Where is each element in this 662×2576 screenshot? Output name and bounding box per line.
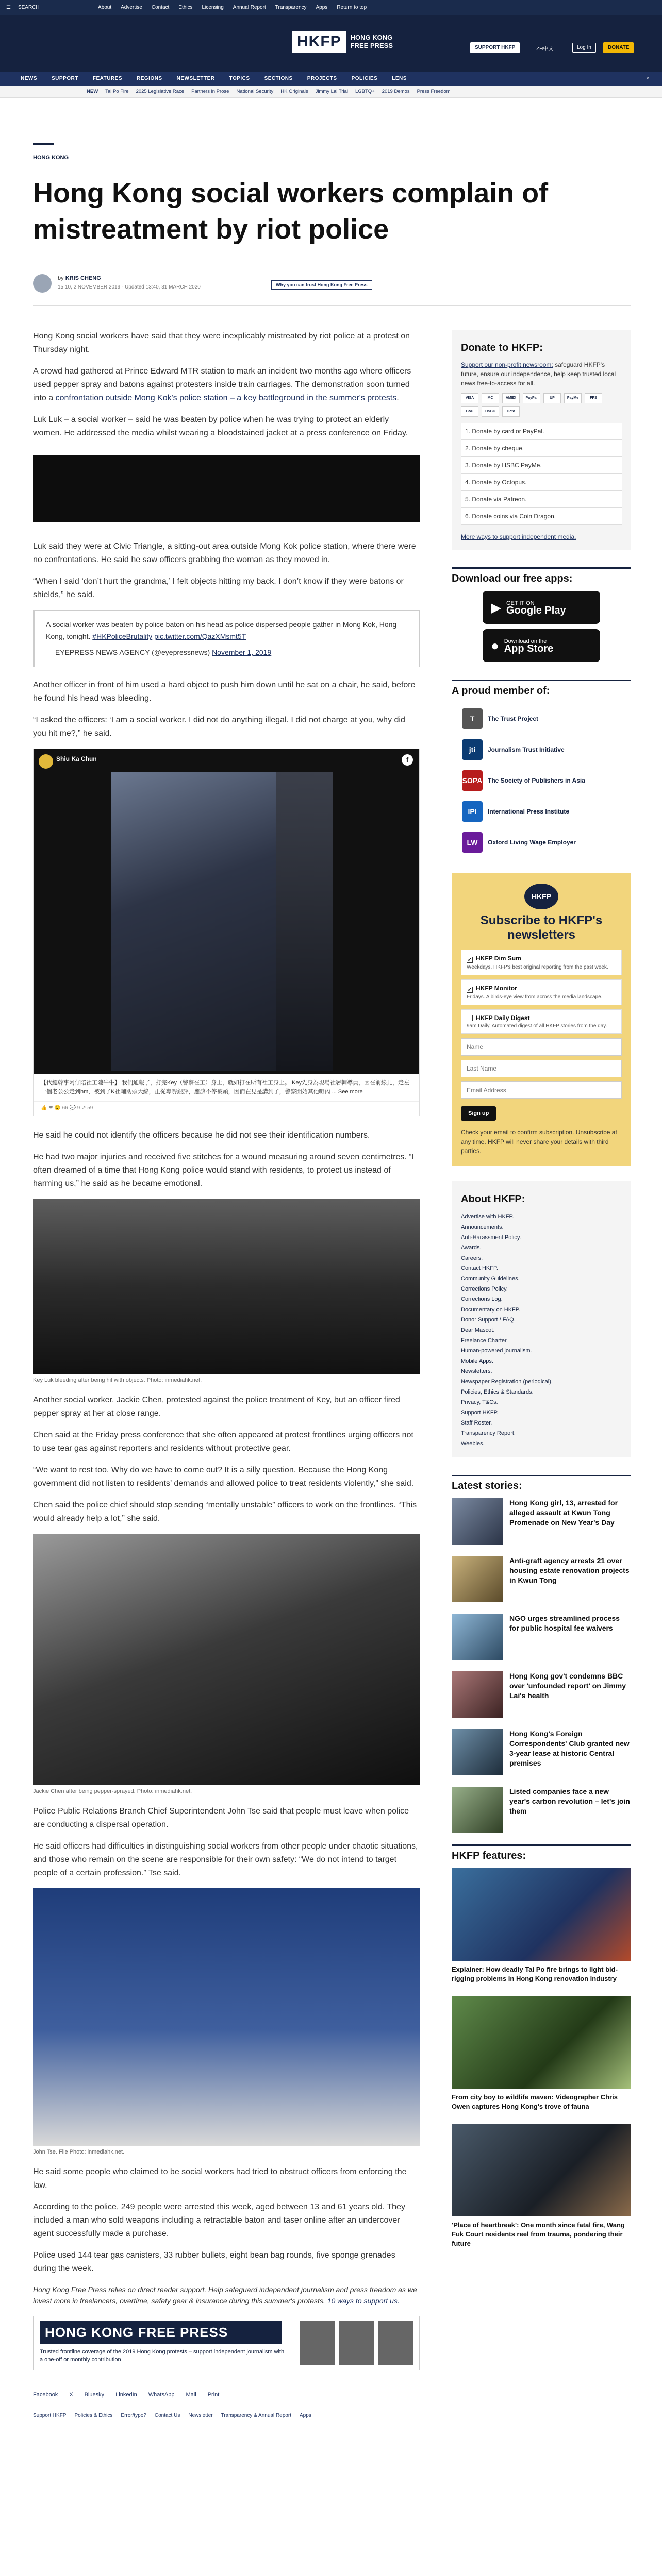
trending-label: NEW [87,89,98,94]
last-name-field[interactable]: Last Name [461,1060,622,1077]
footer-link[interactable]: Newsletter [188,2413,213,2418]
paragraph: Police Public Relations Branch Chief Superintendent John Tse said that people must leave when police are conducting a dispersal operation. [33,1807,409,1829]
newsletter-title: Subscribe to HKFP's newsletters [480,913,603,942]
email-field[interactable]: Email Address [461,1081,622,1099]
payment-icon: BoC [461,406,478,417]
donate-link[interactable]: Support our non-profit newsroom: [461,361,553,368]
search-link[interactable]: SEARCH [18,5,40,10]
widget-title: Donate to HKFP: [461,342,543,353]
paragraph: He had two major injuries and received five stitches for a wound measuring around seven centimetres. “I often dreamed of a time that Hong Kong police would stand with residents, to protect us instead of harming us,” he said as he became emotional. [33,1153,415,1188]
play-icon: ▶ [491,599,501,615]
facebook-icon: f [402,754,413,766]
payment-icon: FPS [585,393,602,403]
divider [33,305,631,306]
about-link[interactable]: Weebles. [461,1440,485,1447]
share-bar [33,2386,420,2403]
about-link[interactable]: Documentary on HKFP. [461,1307,520,1313]
logo-text: HONG KONG FREE PRESS [350,33,393,49]
newsletter-widget [452,873,631,1166]
about-link[interactable]: Privacy, T&Cs. [461,1399,498,1405]
utility-links [98,5,367,10]
footer-link[interactable]: Support HKFP [33,2413,67,2418]
byline [33,273,631,297]
facebook-video[interactable] [34,749,419,1074]
latest-story[interactable]: Listed companies face a new year's carbon revolution – let's join them [452,1787,631,1833]
nav-item-regions[interactable]: REGIONS [137,76,162,81]
trending-link[interactable]: HK Originals [280,89,308,94]
site-header [0,15,662,72]
feature-story[interactable]: 'Place of heartbreak': One month since fatal fire, Wang Fuk Court residents reel from trauma, pondering their future [452,2124,631,2248]
newsletter-option[interactable]: ✓ HKFP Monitor Fridays. A birds-eye view from across the media landscape. [461,979,622,1005]
about-link[interactable]: Donor Support / FAQ. [461,1317,516,1323]
about-link[interactable]: Announcements. [461,1224,504,1230]
support-button[interactable]: SUPPORT HKFP [470,42,520,53]
newsletter-note: Check your email to confirm subscription. Unsubscribe at any time. HKFP will never share your details with third parties. [461,1129,617,1155]
nav-item-support[interactable]: SUPPORT [52,76,78,81]
nav-item-newsletter[interactable]: NEWSLETTER [176,76,215,81]
trending-link[interactable]: LGBTQ+ [355,89,375,94]
feature-image[interactable] [452,1868,631,1961]
payment-icon: MC [482,393,499,403]
tweet-embed[interactable] [33,610,420,667]
site-logo[interactable] [292,31,393,53]
article-photo [33,1199,420,1374]
logo-mark: HKFP [292,31,346,53]
trending-bar [0,86,662,98]
more-ways-link[interactable]: More ways to support independent media. [461,533,576,540]
feature-story[interactable]: Explainer: How deadly Tai Po fire brings to light bid-rigging problems in Hong Kong renovation industry [452,1868,631,1984]
hashtag-link[interactable]: #HKPoliceBrutality [92,632,153,640]
feature-image[interactable] [452,1996,631,2089]
trending-link[interactable]: Jimmy Lai Trial [315,89,348,94]
donate-option[interactable]: 6. Donate coins via Coin Dragon. [461,508,622,525]
nav-item-policies[interactable]: POLICIES [351,76,378,81]
sidebar [452,330,631,2261]
paragraph: Chen said the police chief should stop sending “mentally unstable” officers to work on the frontlines. “This would already help a lot,” she said. [33,1501,417,1523]
story-thumbnail[interactable] [452,1614,503,1660]
footer-link[interactable]: Apps [299,2413,311,2418]
latest-story[interactable]: NGO urges streamlined process for public hospital fee waivers [452,1614,631,1660]
latest-story[interactable]: Hong Kong gov't condemns BBC over 'unfounded report' on Jimmy Lai's health [452,1671,631,1718]
latest-story[interactable]: Anti-graft agency arrests 21 over housing estate renovation projects in Kwun Tong [452,1556,631,1602]
tweet-text: A social worker was beaten by police baton on his head as police dispersed people gather in Mong Kok, Hong Kong, tonight. #HKPoliceBrutality pic.twitter.com/QazXMsmt5T [46,620,397,640]
paragraph: Chen said at the Friday press conference that she often appeared at protest frontlines urging officers not to use tear gas against reporters and residents without protective gear. [33,1431,413,1453]
paragraph: “When I said ‘don’t hurt the grandma,’ I felt objects hitting my back. I don’t know if they were batons or shields,” he said. [33,577,404,599]
paragraph: He said officers had difficulties in distinguishing social workers from other people under chaotic situations, and those who remain on the scene are responsible for their own safety: “We do not intend to target people of a certain profession.” Tse said. [33,1842,418,1877]
member-logo[interactable]: T The Trust Project [452,703,631,734]
latest-widget [452,1475,631,1833]
about-link[interactable]: Mobile Apps. [461,1358,493,1364]
banner-subtitle: Trusted frontline coverage of the 2019 Hong Kong protests – support independent journalism with a one-off or monthly contribution [40,2349,285,2363]
newsletter-option[interactable]: ✓ HKFP Dim Sum Weekdays. HKFP's best original reporting from the past week. [461,950,622,975]
payment-icon: PayPal [523,393,540,403]
paragraph: Luk said they were at Civic Triangle, a sitting-out area outside Mong Kok police station, where there were no confrontations. He said he saw officers grabbing the woman as they moved in. [33,542,416,564]
nav-item-lens[interactable]: LENS [392,76,407,81]
apple-icon: ● [491,637,499,653]
footer-link[interactable]: Contact Us [154,2413,180,2418]
about-link[interactable]: Support HKFP. [461,1410,499,1416]
about-link[interactable]: Advertise with HKFP. [461,1214,514,1220]
payment-icon: VISA [461,393,478,403]
donate-option[interactable]: 2. Donate by cheque. [461,440,622,457]
widget-title: About HKFP: [461,1194,525,1205]
author-name[interactable]: KRIS CHENG [65,275,101,281]
utility-link[interactable]: Apps [316,5,328,10]
share-facebook[interactable]: Facebook [33,2392,58,2398]
payment-icon: AMEX [502,393,520,403]
nav-item-news[interactable]: NEWS [21,76,37,81]
publish-date: 15:10, 2 NOVEMBER 2019 · Updated 13:40, 31 MARCH 2020 [58,284,201,290]
trending-link[interactable]: Press Freedom [417,89,451,94]
article-body [33,330,420,2418]
share-x[interactable]: X [69,2392,73,2398]
language-link[interactable]: ZH中文 [536,46,554,52]
payment-icon: UP [543,393,561,403]
paragraph: Another social worker, Jackie Chen, protested against the police treatment of Key, but an officer fired pepper spray at her at close range. [33,1396,400,1418]
menu-icon[interactable]: ☰ [6,5,11,10]
paragraph: Another officer in front of him used a hard object to push him down until he sat on a chair, he said, before he found his head was bleeding. [33,681,416,703]
tweet-media-link[interactable]: pic.twitter.com/QazXMsmt5T [154,632,246,640]
about-widget [452,1181,631,1457]
payment-methods [461,393,622,417]
paragraph: According to the police, 249 people were arrested this week, aged between 13 and 61 years old. They included a man who sold weapons including a retractable baton and taser online after an undercover agent successfully made a purchase. [33,2202,405,2238]
video-frame [276,772,333,1071]
widget-title: HKFP features: [452,1844,631,1862]
app-store-button[interactable]: ● Download on the App Store [483,629,600,662]
utility-bar [0,0,662,15]
utility-link[interactable]: Advertise [121,5,142,10]
facebook-author[interactable]: Shiu Ka Chun [56,755,97,762]
banner-title: HONG KONG FREE PRESS [40,2321,282,2344]
tweet-author: — EYEPRESS NEWS AGENCY (@eyepressnews) November 1, 2019 [46,648,272,656]
inline-link[interactable]: confrontation outside Mong Kok's police station – a key battleground in the summer's protests [55,394,397,402]
article-photo [33,1534,420,1785]
share-print[interactable]: Print [207,2392,220,2398]
story-thumbnail[interactable] [452,1787,503,1833]
newsletter-logo: HKFP [524,884,558,909]
utility-link[interactable]: About [98,5,112,10]
support-link[interactable]: 10 ways to support us. [327,2297,400,2305]
about-link[interactable]: Freelance Charter. [461,1337,508,1344]
about-link[interactable]: Anti-Harassment Policy. [461,1234,521,1241]
facebook-embed[interactable] [33,749,420,1116]
google-play-button[interactable]: ▶ GET IT ON Google Play [483,591,600,624]
about-list [461,1212,622,1449]
utility-link[interactable]: Ethics [178,5,193,10]
video-embed[interactable] [33,455,420,522]
feature-image[interactable] [452,2124,631,2216]
trending-link[interactable]: National Security [236,89,274,94]
about-link[interactable]: Contact HKFP. [461,1265,498,1272]
main-nav [0,72,662,86]
photo-caption: John Tse. File Photo: inmediahk.net. [33,2149,125,2155]
trending-link[interactable]: Tai Po Fire [105,89,129,94]
trust-button[interactable]: Why you can trust Hong Kong Free Press [271,280,372,290]
story-thumbnail[interactable] [452,1498,503,1545]
member-logo[interactable]: LW Oxford Living Wage Employer [452,827,631,858]
about-link[interactable]: Newspaper Registration (periodical). [461,1379,553,1385]
search-icon[interactable]: ⌕ [646,75,650,81]
article-headline: Hong Kong social workers complain of mistreatment by riot police [33,178,549,245]
footer-link[interactable]: Transparency & Annual Report [221,2413,291,2418]
newsletter-option[interactable]: HKFP Daily Digest 9am Daily. Automated digest of all HKFP stories from the day. [461,1009,622,1034]
paragraph: He said some people who claimed to be social workers had tried to obstruct officers from enforcing the law. [33,2167,407,2190]
member-logo[interactable]: SOPA The Society of Publishers in Asia [452,765,631,796]
widget-title: A proud member of: [452,680,631,697]
support-banner[interactable] [33,2316,420,2370]
utility-link[interactable]: Transparency [275,5,307,10]
feature-story[interactable]: From city boy to wildlife maven: Videographer Chris Owen captures Hong Kong's trove of fauna [452,1996,631,2111]
avatar [39,754,53,769]
members-widget [452,680,631,858]
category-kicker[interactable]: HONG KONG [33,155,69,161]
payment-icon: PayMe [564,393,582,403]
trending-link[interactable]: 2025 Legislative Race [136,89,185,94]
support-note: Hong Kong Free Press relies on direct reader support. Help safeguard independent journalism and press freedom as we invest more in freelancers, overtime, safety gear & insurance during this summer's protests. 10 ways to support us. [33,2285,417,2305]
widget-title: Download our free apps: [452,567,631,585]
donate-widget [452,330,631,550]
author-line: by KRIS CHENG [58,275,101,281]
story-thumbnail[interactable] [452,1671,503,1718]
donate-option[interactable]: 3. Donate by HSBC PayMe. [461,457,622,474]
about-link[interactable]: Transparency Report. [461,1430,516,1436]
checkbox[interactable]: ✓ [467,987,472,993]
share-bluesky[interactable]: Bluesky [84,2392,105,2398]
nav-item-features[interactable]: FEATURES [92,76,122,81]
share-linkedin[interactable]: LinkedIn [115,2392,137,2398]
paragraph: Hong Kong social workers have said that they were inexplicably mistreated by riot police at a protest on Thursday night. [33,332,410,354]
about-link[interactable]: Awards. [461,1245,482,1251]
utility-link[interactable]: Return to top [337,5,367,10]
payment-icon: Octo [502,406,520,417]
about-link[interactable]: Human-powered journalism. [461,1348,532,1354]
paragraph: He said he could not identify the officers because he did not see their identification numbers. [33,1131,370,1140]
about-link[interactable]: Staff Roster. [461,1420,492,1426]
trending-link[interactable]: Partners in Prose [191,89,229,94]
paragraph: Luk Luk – a social worker – said he was beaten by police when he was trying to protect an elderly women. He addressed the media whilst wearing a bloodstained jacket at a press conference on Friday. [33,415,408,437]
member-logo[interactable]: IPI International Press Institute [452,796,631,827]
article-footer-links [33,2413,420,2418]
name-field[interactable]: Name [461,1038,622,1056]
nav-item-projects[interactable]: PROJECTS [307,76,337,81]
kicker-divider [33,143,54,145]
donate-option[interactable]: 1. Donate by card or PayPal. [461,423,622,440]
donate-text: Support our non-profit newsroom: safeguard HKFP's future, ensure our independence, help keep trusted local news free-to-access for all. [461,361,616,387]
subscribe-button[interactable]: Sign up [461,1106,496,1121]
member-logo[interactable]: jti Journalism Trust Initiative [452,734,631,765]
utility-link[interactable]: Annual Report [233,5,266,10]
photo-caption: Key Luk bleeding after being hit with objects. Photo: inmediahk.net. [33,1377,202,1383]
share-mail[interactable]: Mail [186,2392,196,2398]
utility-link[interactable]: Contact [151,5,170,10]
story-thumbnail[interactable] [452,1556,503,1602]
apps-widget [452,567,631,662]
nav-item-sections[interactable]: SECTIONS [264,76,293,81]
about-link[interactable]: Community Guidelines. [461,1276,520,1282]
about-link[interactable]: Careers. [461,1255,483,1261]
about-link[interactable]: Policies, Ethics & Standards. [461,1389,534,1395]
donate-option[interactable]: 4. Donate by Octopus. [461,474,622,491]
author-avatar [33,274,52,293]
utility-link[interactable]: Licensing [202,5,224,10]
tweet-date-link[interactable]: November 1, 2019 [212,648,272,656]
checkbox[interactable]: ✓ [467,957,472,963]
paragraph: “We want to rest too. Why do we have to come out? It is a silly question. Because the Hong Kong government did not listen to residents’ demands and allowed police to treat residents violently,” she said. [33,1466,414,1488]
payment-icon: HSBC [482,406,499,417]
login-button[interactable]: Log In [572,43,596,53]
article-photo [33,1888,420,2146]
about-link[interactable]: Newsletters. [461,1368,492,1375]
latest-story[interactable]: Hong Kong's Foreign Correspondents' Club granted new 3-year lease at historic Central premises [452,1729,631,1775]
video-frame [111,772,276,1071]
facebook-post-text: 【代總幹事阿仔陪社工陸牛牛】 我們通報了，打完Key（警察在工）身上，就如打在所有社工身上。 Key先身為現場社署輔導員，因在前線見，走左一個老公公走到hm，被到了K社輔助頭大綿，正從專嘢銀評，應該不停被頭，因而在見是講到了，警察開始其他嘢內 ... See more [41,1080,410,1095]
nav-item-topics[interactable]: TOPICS [229,76,250,81]
paragraph: A crowd had gathered at Prince Edward MTR station to mark an incident two months ago where officers used pepper spray and batons against protesters inside train carriages. The demonstration soon turned into a confrontation outside Mong Kok's police station – a key battleground in the summer's protests. [33,367,411,402]
photo-caption: Jackie Chen after being pepper-sprayed. Photo: inmediahk.net. [33,1788,192,1794]
donate-option[interactable]: 5. Donate via Patreon. [461,491,622,508]
paragraph: “I asked the officers: ‘I am a social worker. I did not do anything illegal. I did not charge at you, why did you hit me?,” he said. [33,716,405,738]
share-whatsapp[interactable]: WhatsApp [148,2392,175,2398]
about-link[interactable]: Corrections Policy. [461,1286,508,1292]
footer-link[interactable]: Error/typo? [121,2413,146,2418]
about-link[interactable]: Dear Mascot. [461,1327,495,1333]
facebook-reactions: 👍 ❤ 😮 66 💬 9 ↗ 59 [34,1101,419,1116]
features-widget [452,1844,631,2248]
paragraph: Police used 144 tear gas canisters, 33 rubber bullets, eight bean bag rounds, five sponge grenades during the week. [33,2251,395,2273]
footer-link[interactable]: Policies & Ethics [74,2413,113,2418]
widget-title: Latest stories: [452,1475,631,1492]
story-thumbnail[interactable] [452,1729,503,1775]
about-link[interactable]: Corrections Log. [461,1296,503,1302]
donate-button[interactable]: DONATE [603,42,634,53]
banner-thumbnails [300,2321,413,2365]
trending-link[interactable]: 2019 Demos [382,89,410,94]
checkbox[interactable] [467,1015,473,1021]
latest-story[interactable]: Hong Kong girl, 13, arrested for alleged assault at Kwun Tong Promenade on New Year's Day [452,1498,631,1545]
